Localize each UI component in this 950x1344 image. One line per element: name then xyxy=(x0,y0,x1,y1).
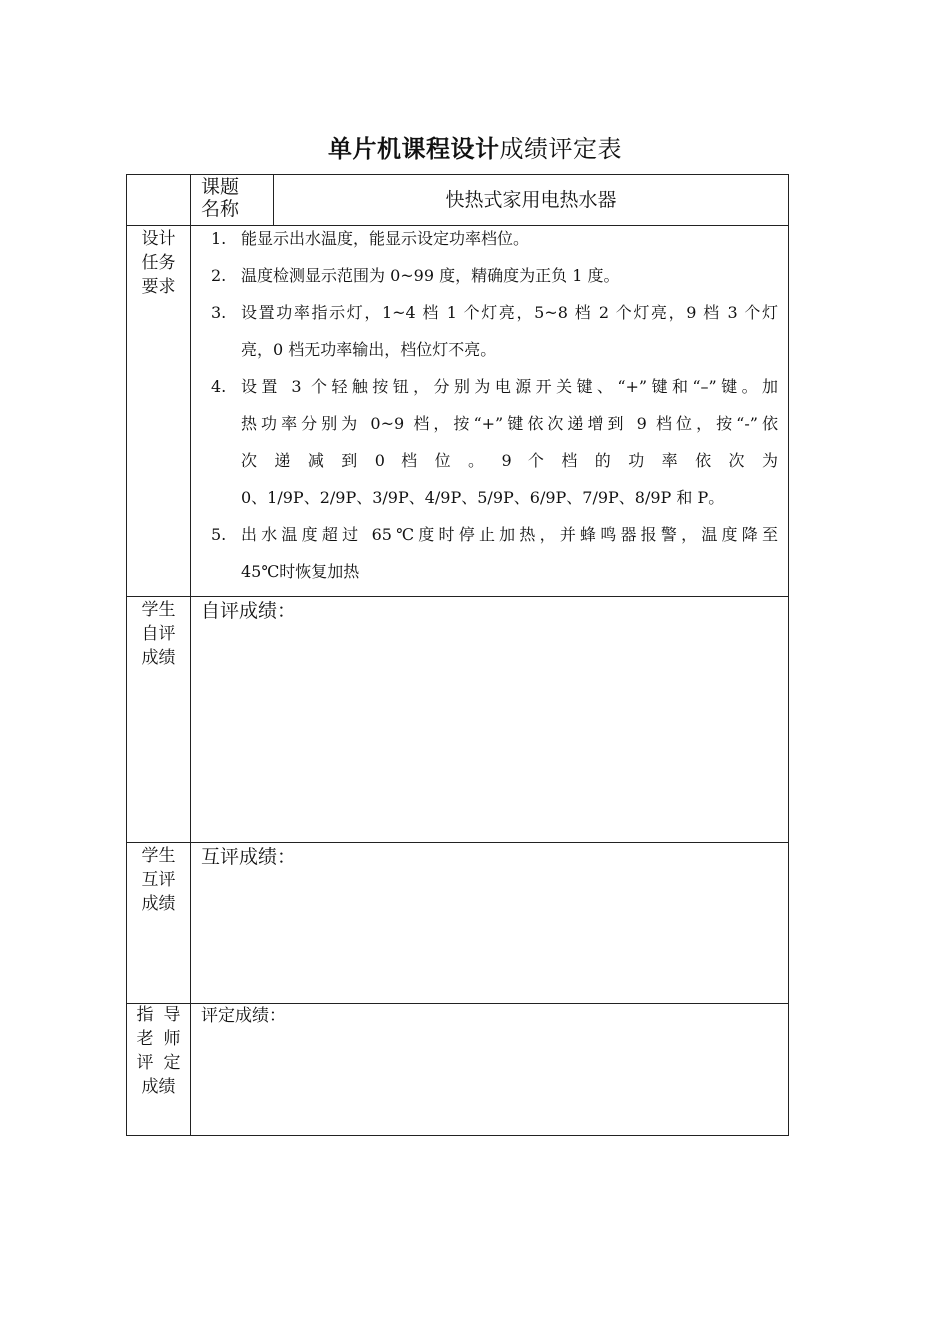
task-line: 45℃时恢复加热 xyxy=(241,562,360,581)
task-number: 2. xyxy=(211,266,227,285)
topic-value: 快热式家用电热水器 xyxy=(445,189,617,211)
self-eval-label-line: 成绩 xyxy=(141,648,176,668)
self-eval-label-line: 自评 xyxy=(141,624,176,644)
task-number: 1. xyxy=(211,229,227,248)
task-item-continued xyxy=(191,405,788,442)
task-item xyxy=(191,220,788,257)
tasks-label-line: 任务 xyxy=(141,253,176,273)
task-line: 设置 3 个轻触按钮，分别为电源开关键、“+”键和“–”键。加 xyxy=(241,377,778,396)
page-title xyxy=(0,131,950,167)
teacher-eval-char: 评 xyxy=(136,1053,154,1073)
topic-label-line2: 名称 xyxy=(201,198,240,220)
topic-label-line1: 课题 xyxy=(201,176,240,198)
teacher-eval-char: 老 xyxy=(136,1029,154,1049)
self-eval-label-line: 学生 xyxy=(141,600,176,620)
tasks-label xyxy=(127,227,190,299)
evaluation-table xyxy=(126,174,789,1136)
task-line: 出水温度超过 65℃度时停止加热，并蜂鸣器报警，温度降至 xyxy=(241,525,778,544)
page-title-normal: 成绩评定表 xyxy=(499,135,622,163)
tasks-label-line: 要求 xyxy=(141,277,176,297)
task-item-continued xyxy=(191,442,788,479)
page-title-bold: 单片机课程设计 xyxy=(328,134,500,163)
task-line: 次 递 减 到 0 档 位 。 9 个 档 的 功 率 依 次 为 xyxy=(241,451,778,470)
peer-eval-label-line: 互评 xyxy=(141,870,176,890)
task-item xyxy=(191,516,788,553)
teacher-eval-char: 定 xyxy=(163,1053,181,1073)
teacher-eval-field: 评定成绩： xyxy=(201,1006,286,1026)
task-line: 0、1/9P、2/9P、3/9P、4/9P、5/9P、6/9P、7/9P、8/9P 和 P。 xyxy=(241,488,725,507)
peer-eval-label-line: 成绩 xyxy=(141,894,176,914)
teacher-eval-label xyxy=(127,1003,190,1099)
task-line: 热功率分别为 0~9 档，按“+”键依次递增到 9 档位，按“-”依 xyxy=(241,414,778,433)
teacher-eval-char: 指 xyxy=(136,1005,154,1025)
self-eval-label xyxy=(127,598,190,670)
task-line: 设置功率指示灯，1~4 档 1 个灯亮，5~8 档 2 个灯亮，9 档 3 个灯 xyxy=(241,303,778,322)
tasks-label-line: 设计 xyxy=(141,229,176,249)
task-line: 能显示出水温度，能显示设定功率档位。 xyxy=(241,229,530,248)
task-line: 温度检测显示范围为 0~99 度，精确度为正负 1 度。 xyxy=(241,266,620,285)
tasks-list xyxy=(191,220,788,590)
task-item xyxy=(191,368,788,405)
task-item-continued xyxy=(191,553,788,590)
teacher-eval-char: 导 xyxy=(163,1005,181,1025)
teacher-eval-char: 师 xyxy=(163,1029,181,1049)
peer-eval-label-line: 学生 xyxy=(141,846,176,866)
task-number: 4. xyxy=(211,377,227,396)
self-eval-field: 自评成绩： xyxy=(201,600,297,622)
row-divider xyxy=(127,596,788,597)
task-item xyxy=(191,294,788,331)
row-divider xyxy=(127,842,788,843)
task-item-continued xyxy=(191,479,788,516)
task-line: 亮，0 档无功率输出，档位灯不亮。 xyxy=(241,340,497,359)
tasks-content xyxy=(191,220,788,590)
task-number: 3. xyxy=(211,303,227,322)
teacher-eval-label-line xyxy=(137,1051,181,1075)
topic-label xyxy=(191,176,273,225)
task-item xyxy=(191,257,788,294)
task-item-continued xyxy=(191,331,788,368)
peer-eval-label xyxy=(127,844,190,916)
task-number: 5. xyxy=(211,525,227,544)
teacher-eval-label-line xyxy=(137,1027,181,1051)
teacher-eval-label-line: 成绩 xyxy=(141,1077,176,1097)
peer-eval-field: 互评成绩： xyxy=(201,846,297,868)
teacher-eval-label-line xyxy=(137,1003,181,1027)
